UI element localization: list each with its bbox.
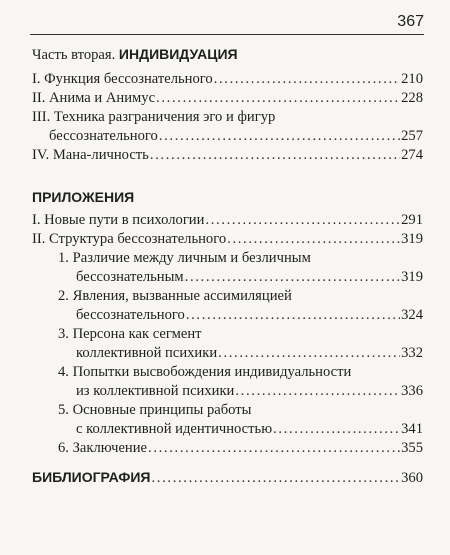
entry-title: II. Анима и Анимус — [32, 90, 156, 106]
toc-entry-bibliography[interactable] — [32, 468, 423, 488]
entry-title-continued: бессознательного — [49, 128, 158, 144]
entry-page: 319 — [401, 231, 423, 247]
toc-subentry[interactable] — [32, 325, 423, 363]
entry-page: 291 — [401, 212, 423, 228]
leader-dots — [156, 89, 400, 108]
entry-title-continued: коллективной психики — [76, 345, 218, 361]
entry-page: 355 — [401, 440, 423, 456]
toc-subentry[interactable] — [32, 287, 423, 325]
entry-page: 210 — [401, 71, 423, 87]
leader-dots — [152, 469, 401, 488]
header-rule — [30, 34, 424, 35]
leader-dots — [159, 127, 400, 146]
entry-title: II. Структура бессознательного — [32, 231, 227, 247]
section-title: ПРИЛОЖЕНИЯ — [32, 189, 135, 205]
toc-entry[interactable] — [32, 230, 423, 249]
bibliography-label: БИБЛИОГРАФИЯ — [32, 469, 151, 485]
entry-page: 274 — [401, 147, 423, 163]
entry-title-continued: из коллективной психики — [76, 383, 235, 399]
entry-title: 5. Основные принципы работы — [58, 402, 252, 418]
toc-subentry[interactable] — [32, 401, 423, 439]
entry-title: 1. Различие между личным и безличным — [58, 250, 311, 266]
toc-subentry[interactable] — [32, 249, 423, 287]
toc-entry[interactable] — [32, 70, 423, 89]
entry-page: 228 — [401, 90, 423, 106]
entry-title-continued: с коллективной идентичностью — [76, 421, 273, 437]
entry-title: I. Функция бессознательного — [32, 71, 213, 87]
entry-title: 6. Заключение — [58, 440, 148, 456]
page-number: 367 — [397, 13, 424, 30]
toc-entry[interactable] — [32, 211, 423, 230]
leader-dots — [185, 268, 400, 287]
entry-page: 360 — [401, 470, 423, 486]
toc-subentry[interactable] — [32, 363, 423, 401]
entry-title-continued: бессознательным — [76, 269, 184, 285]
leader-dots — [218, 344, 400, 363]
leader-dots — [273, 420, 400, 439]
table-of-contents — [32, 45, 423, 488]
entry-title: IV. Мана-личность — [32, 147, 149, 163]
entry-page: 319 — [401, 269, 423, 285]
entry-title-continued: бессознательного — [76, 307, 185, 323]
leader-dots — [205, 211, 400, 230]
leader-dots — [227, 230, 400, 249]
entry-page: 257 — [401, 128, 423, 144]
toc-entry[interactable] — [32, 146, 423, 165]
entry-title: I. Новые пути в психологии — [32, 212, 205, 228]
part-prefix: Часть вторая. — [32, 47, 116, 63]
entry-page: 336 — [401, 383, 423, 399]
entry-page: 332 — [401, 345, 423, 361]
entry-title: 4. Попытки высвобождения индивидуальности — [58, 364, 352, 380]
entry-title: 2. Явления, вызванные ассимиляцией — [58, 288, 292, 304]
leader-dots — [150, 146, 400, 165]
entry-page: 341 — [401, 421, 423, 437]
part-name: ИНДИВИДУАЦИЯ — [118, 46, 238, 62]
part-title — [32, 45, 423, 65]
leader-dots — [235, 382, 400, 401]
leader-dots — [148, 439, 400, 458]
leader-dots — [186, 306, 400, 325]
toc-entry[interactable] — [32, 108, 423, 146]
toc-subentry[interactable] — [32, 439, 423, 458]
entry-title: 3. Персона как сегмент — [58, 326, 202, 342]
leader-dots — [214, 70, 400, 89]
entry-title: III. Техника разграничения эго и фигур — [32, 109, 276, 125]
entry-page: 324 — [401, 307, 423, 323]
toc-entry[interactable] — [32, 89, 423, 108]
